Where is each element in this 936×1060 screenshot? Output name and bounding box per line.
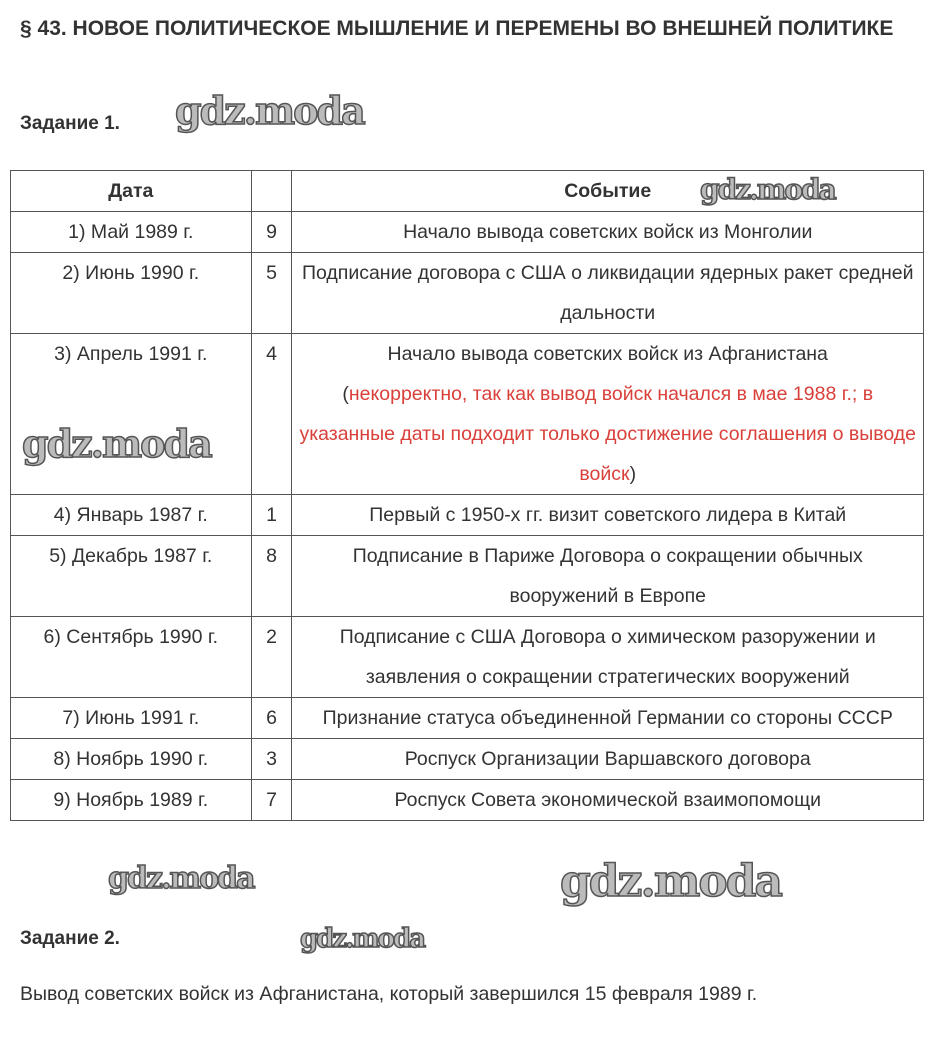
watermark: gdz.moda (22, 421, 211, 466)
table-row (11, 617, 924, 698)
event-cell (292, 495, 924, 536)
event-text: Подписание в Париже Договора о сокращении обычных вооружений в Европе (352, 545, 863, 607)
date-cell: 7) Июнь 1991 г. (11, 698, 252, 739)
task-2-answer: Вывод советских войск из Афганистана, который завершился 15 февраля 1989 г. (20, 983, 758, 1005)
number-cell: 1 (251, 495, 292, 536)
event-cell (292, 780, 924, 821)
number-cell: 4 (251, 334, 292, 495)
event-text: Признание статуса объединенной Германии со стороны СССР (322, 707, 893, 729)
table-row (11, 253, 924, 334)
event-cell (292, 334, 924, 495)
event-text: Роспуск Совета экономической взаимопомощи (394, 789, 822, 811)
event-cell (292, 739, 924, 780)
note-close: ) (629, 463, 637, 485)
note-open: ( (342, 383, 349, 405)
table-row (11, 212, 924, 253)
number-cell: 7 (251, 780, 292, 821)
event-text: Начало вывода советских войск из Монголии (403, 221, 813, 243)
correction-note: некорректно, так как вывод войск начался в мае 1988 г.; в указанные даты подходит только достижение соглашения о выводе войск (299, 383, 917, 485)
page-title: § 43. НОВОЕ ПОЛИТИЧЕСКОЕ МЫШЛЕНИЕ И ПЕРЕМЕНЫ ВО ВНЕШНЕЙ ПОЛИТИКЕ (20, 17, 894, 40)
date-cell: 9) Ноябрь 1989 г. (11, 780, 252, 821)
task-2-heading: Задание 2. (20, 928, 120, 949)
date-cell: 6) Сентябрь 1990 г. (11, 617, 252, 698)
watermark: gdz.moda (700, 173, 835, 206)
event-cell (292, 617, 924, 698)
header-number (251, 171, 292, 212)
event-cell (292, 212, 924, 253)
table-row (11, 495, 924, 536)
number-cell: 5 (251, 253, 292, 334)
event-cell (292, 253, 924, 334)
watermark: gdz.moda (175, 88, 364, 133)
number-cell: 6 (251, 698, 292, 739)
table-row (11, 739, 924, 780)
event-text: Роспуск Организации Варшавского договора (404, 748, 811, 770)
table-row (11, 780, 924, 821)
watermark: gdz.moda (300, 924, 425, 954)
number-cell: 2 (251, 617, 292, 698)
answer-table (10, 170, 924, 821)
date-cell: 3) Апрель 1991 г. (11, 334, 252, 495)
table-row (11, 334, 924, 495)
table-row (11, 536, 924, 617)
header-date: Дата (11, 171, 252, 212)
number-cell: 8 (251, 536, 292, 617)
date-cell: 5) Декабрь 1987 г. (11, 536, 252, 617)
event-cell (292, 698, 924, 739)
event-text: Подписание договора с США о ликвидации ядерных ракет средней дальности (301, 262, 914, 324)
date-cell: 1) Май 1989 г. (11, 212, 252, 253)
watermark: gdz.moda (108, 861, 254, 896)
table-row (11, 698, 924, 739)
date-cell: 4) Январь 1987 г. (11, 495, 252, 536)
watermark: gdz.moda (560, 856, 782, 907)
date-cell: 2) Июнь 1990 г. (11, 253, 252, 334)
header-event: Событие (292, 171, 924, 212)
number-cell: 9 (251, 212, 292, 253)
number-cell: 3 (251, 739, 292, 780)
event-text: Начало вывода советских войск из Афганистана (387, 343, 828, 365)
table-header-row (11, 171, 924, 212)
event-cell (292, 536, 924, 617)
date-cell: 8) Ноябрь 1990 г. (11, 739, 252, 780)
event-text: Первый с 1950-х гг. визит советского лидера в Китай (369, 504, 847, 526)
task-1-heading: Задание 1. (20, 113, 120, 134)
event-text: Подписание с США Договора о химическом разоружении и заявления о сокращении стратегических вооружений (339, 626, 876, 688)
